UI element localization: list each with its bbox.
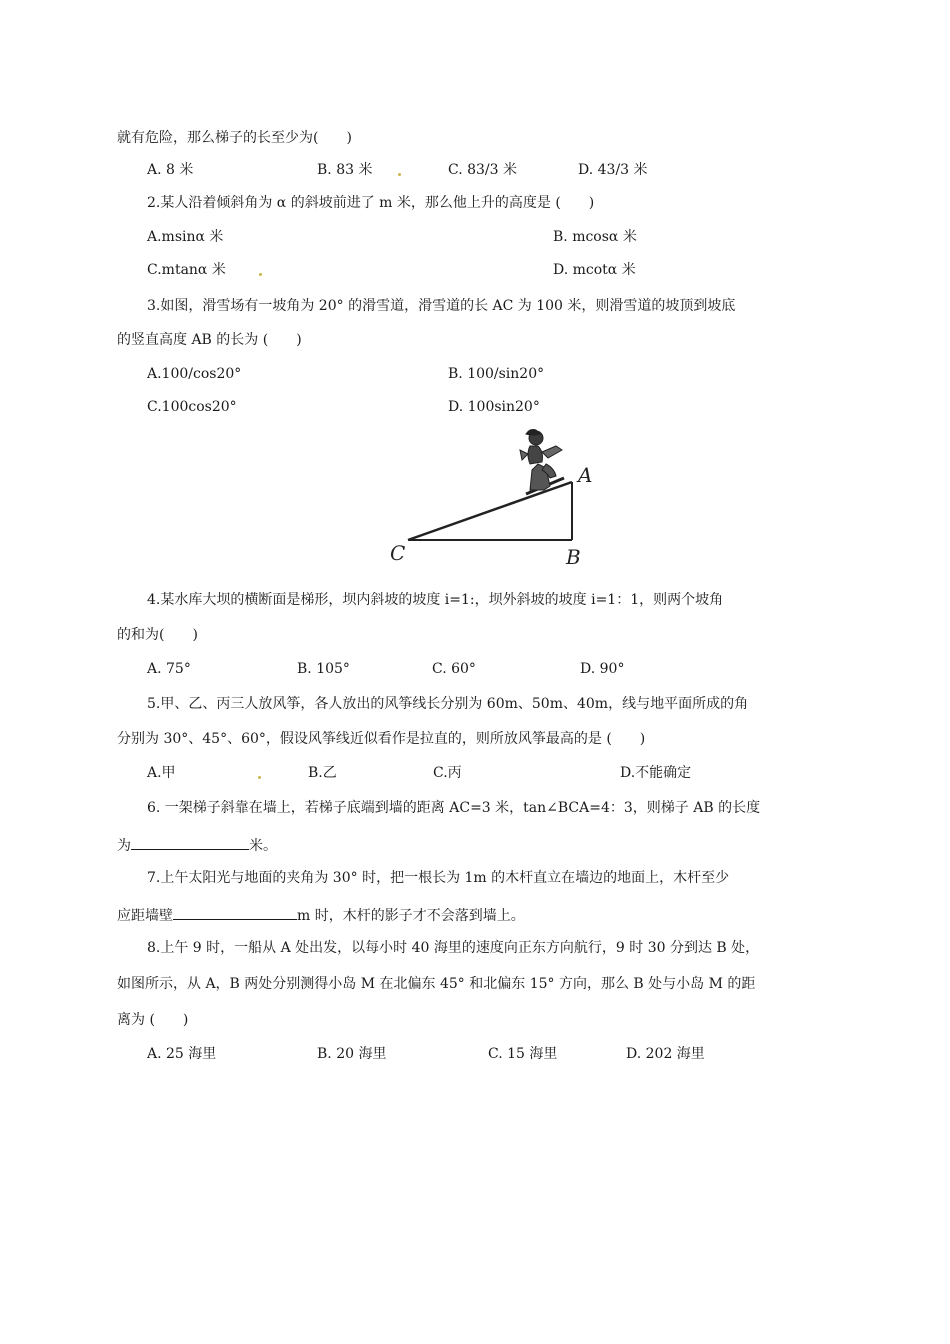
q1-option-c: C. 83/3 米: [448, 162, 518, 178]
q5-option-d: D.不能确定: [620, 765, 692, 781]
q5-option-b: B.乙: [308, 765, 337, 781]
label-a: A: [578, 463, 593, 487]
q1-continuation: 就有危险，那么梯子的长至少为( ): [117, 130, 352, 146]
q3-option-c: C.100cos20°: [147, 399, 237, 415]
q2-option-a: A.msinα 米: [147, 229, 224, 245]
q1-option-d: D. 43/3 米: [578, 162, 648, 178]
q4-stem-line1: 4.某水库大坝的横断面是梯形，坝内斜坡的坡度 i=1:，坝外斜坡的坡度 i=1：1，则两个坡角: [147, 592, 724, 608]
q2-option-d: D. mcotα 米: [553, 262, 636, 278]
q5-stem-line1: 5.甲、乙、丙三人放风筝，各人放出的风筝线长分别为 60m、50m、40m，线与地平面所成的角: [147, 696, 749, 712]
q5-stem-line2: 分别为 30°、45°、60°，假设风筝线近似看作是拉直的，则所放风筝最高的是 ( ): [117, 731, 646, 747]
q3-option-d: D. 100sin20°: [448, 399, 540, 415]
q3-option-b: B. 100/sin20°: [448, 366, 545, 382]
q8-stem-line1: 8.上午 9 时，一船从 A 处出发，以每小时 40 海里的速度向正东方向航行，9 时 30 分到达 B 处，: [147, 940, 760, 956]
q8-option-c: C. 15 海里: [488, 1046, 558, 1062]
q8-option-b: B. 20 海里: [317, 1046, 387, 1062]
q3-stem-line2: 的竖直高度 AB 的长为 ( ): [117, 332, 302, 348]
q4-option-d: D. 90°: [580, 661, 625, 677]
label-b: B: [566, 545, 581, 569]
skier-icon: [520, 430, 564, 495]
q3-option-a: A.100/cos20°: [147, 366, 242, 382]
q3-stem-line1: 3.如图，滑雪场有一坡角为 20° 的滑雪道，滑雪道的长 AC 为 100 米，则滑雪道的坡顶到坡底: [147, 298, 736, 314]
segment-ca-slope: [408, 482, 572, 540]
label-c: C: [390, 541, 406, 565]
q8-option-d: D. 202 海里: [626, 1046, 705, 1062]
q7-stem-line2: [117, 903, 525, 926]
q8-stem-line3: 离为 ( ): [117, 1012, 189, 1028]
q6-suffix: 米。: [249, 838, 277, 854]
q8-option-a: A. 25 海里: [147, 1046, 217, 1062]
q6-stem-line2: [117, 833, 277, 856]
q2-option-b: B. mcosα 米: [553, 229, 637, 245]
q7-suffix: m 时，木杆的影子才不会落到墙上。: [297, 908, 525, 924]
q7-answer-blank[interactable]: [173, 903, 297, 920]
q7-stem-line1: 7.上午太阳光与地面的夹角为 30° 时，把一根长为 1m 的木杆直立在墙边的地面上，木杆至少: [147, 870, 730, 886]
q4-option-a: A. 75°: [147, 661, 191, 677]
q2-option-c: C.mtanα 米: [147, 262, 226, 278]
q1-option-b: B. 83 米: [317, 162, 373, 178]
mark-dot: [259, 273, 262, 276]
q4-option-c: C. 60°: [432, 661, 476, 677]
mark-dot: [398, 173, 401, 176]
mark-dot: [258, 776, 261, 779]
q7-prefix: 应距墙壁: [117, 908, 173, 924]
ski-slope-figure: [380, 424, 600, 572]
q4-stem-line2: 的和为( ): [117, 627, 198, 643]
q5-option-a: A.甲: [147, 765, 176, 781]
q4-option-b: B. 105°: [297, 661, 350, 677]
q6-answer-blank[interactable]: [131, 833, 249, 850]
q8-stem-line2: 如图所示，从 A，B 两处分别测得小岛 M 在北偏东 45° 和北偏东 15° 方向，那么 B 处与小岛 M 的距: [117, 976, 756, 992]
q5-option-c: C.丙: [433, 765, 462, 781]
q2-stem: 2.某人沿着倾斜角为 α 的斜坡前进了 m 米，那么他上升的高度是 ( ): [147, 195, 595, 211]
q6-stem-line1: 6. 一架梯子斜靠在墙上，若梯子底端到墙的距离 AC=3 米，tan∠BCA=4：3，则梯子 AB 的长度: [147, 800, 761, 816]
q6-prefix: 为: [117, 838, 131, 854]
q1-option-a: A. 8 米: [147, 162, 194, 178]
